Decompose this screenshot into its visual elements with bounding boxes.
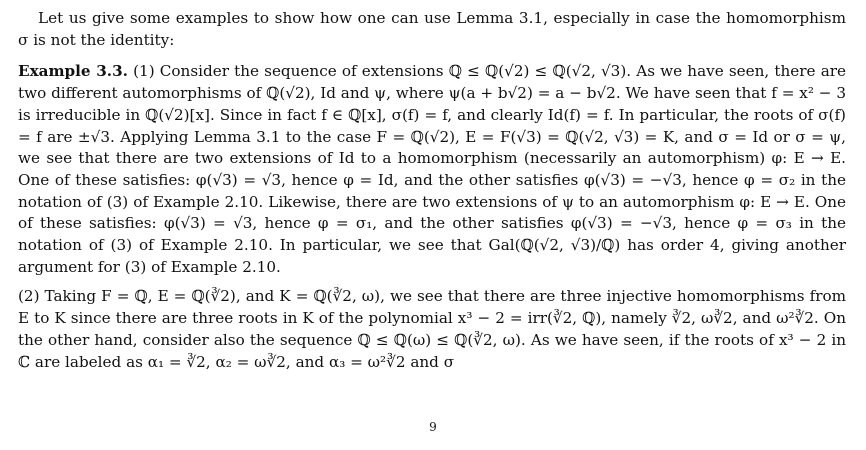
document-page [18, 8, 846, 381]
intro-paragraph: Let us give some examples to show how one can use Lemma 3.1, especially in case the homomorphism σ is not the identity: [18, 9, 846, 49]
example-part-1 [18, 61, 846, 278]
example-part-2: (2) Taking F = ℚ, E = ℚ(∛2), and K = ℚ(∛2, ω), we see that there are three injective homomorphisms from E to K since there are three roots in K of the polynomial x³ − 2 = irr(∛2, ℚ), namely ∛2, ω∛2, and ω²∛2. On the other hand, consider also the sequence ℚ ≤ ℚ(ω) ≤ ℚ(∛2, ω). As we have seen, if the roots of x³ − 2 in ℂ are labeled as α₁ = ∛2, α₂ = ω∛2, and α₃ = ω²∛2 and σ [18, 287, 846, 371]
page-number: 9 [429, 420, 437, 434]
example-heading: Example 3.3. [18, 62, 128, 81]
example-part-1-text: (1) Consider the sequence of extensions ℚ ≤ ℚ(√2) ≤ ℚ(√2, √3). As we have seen, there are two different automorphisms of ℚ(√2), Id and ψ, where ψ(a + b√2) = a − b√2. We have seen that f = x² − 3 is irreducible in ℚ(√2)[x]. Since in fact f ∈ ℚ[x], σ(f) = f, and clearly Id(f) = f. In particular, the roots of σ(f) = f are ±√3. Applying Lemma 3.1 to the case F = ℚ(√2), E = F(√3) = ℚ(√2, √3) = K, and σ = Id or σ = ψ, we see that there are two extensions of Id to a homomorphism (necessarily an automorphism) φ: E → E. One of these satisfies: φ(√3) = √3, hence φ = Id, and the other satisfies φ(√3) = −√3, hence φ = σ₂ in the notation of (3) of Example 2.10. Likewise, there are two extensions of ψ to an automorphism φ: E → E. One of these satisfies: φ(√3) = √3, hence φ = σ₁, and the other satisfies φ(√3) = −√3, hence φ = σ₃ in the notation of (3) of Example 2.10. In particular, we see that Gal(ℚ(√2, √3)/ℚ) has order 4, giving another argument for (3) of Example 2.10. [18, 62, 847, 276]
